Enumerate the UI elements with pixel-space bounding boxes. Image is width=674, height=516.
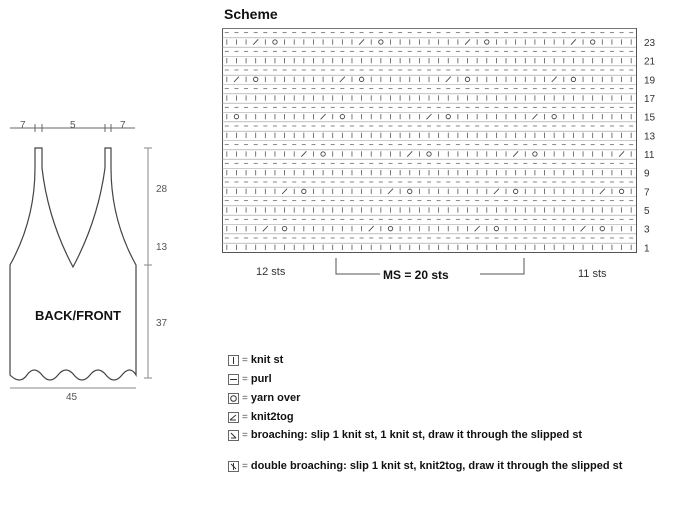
row-number: 13 (644, 131, 656, 143)
dim-top-right: 7 (120, 120, 126, 131)
legend-item-purl: = purl (228, 371, 272, 387)
row-number: 17 (644, 94, 656, 105)
legend-item-knit: = knit st (228, 352, 283, 368)
row-number: 15 (644, 112, 656, 124)
double-broaching-icon (228, 461, 239, 472)
legend-item-double-broaching: = double broaching: slip 1 knit st, knit2tog, draw it through the slipped st (228, 458, 622, 474)
garment-outline (10, 148, 136, 380)
ms-sts-label: MS = 20 sts (383, 268, 449, 282)
dim-height-mid: 13 (156, 242, 168, 253)
left-sts-label: 12 sts (256, 266, 286, 278)
row-number: 5 (644, 206, 650, 217)
row-number: 1 (644, 243, 650, 255)
dim-height-top: 28 (156, 184, 168, 195)
row-number: 21 (644, 56, 656, 68)
legend-text-broaching: broaching: slip 1 knit st, 1 knit st, draw it through the slipped st (250, 429, 583, 441)
dim-top-left: 7 (20, 120, 26, 131)
dim-width-bottom: 45 (66, 392, 78, 403)
k2tog-icon (228, 412, 239, 423)
legend-item-yarn-over: = yarn over (228, 390, 300, 406)
dim-top-mid: 5 (70, 120, 76, 131)
legend-text-purl: purl (250, 373, 272, 385)
legend-text-knit: knit st (250, 354, 284, 366)
legend-text-yarn-over: yarn over (250, 392, 301, 404)
legend-item-k2tog: = knit2tog (228, 409, 294, 425)
garment-schematic (0, 110, 200, 410)
chart-grid (222, 28, 656, 262)
legend-text-double-broaching: double broaching: slip 1 knit st, knit2tog, draw it through the slipped st (250, 460, 623, 472)
right-sts-label: 11 sts (578, 268, 607, 280)
row-number: 19 (644, 75, 656, 87)
row-number: 11 (644, 150, 655, 161)
broaching-icon (228, 430, 239, 441)
legend-text-k2tog: knit2tog (250, 411, 294, 423)
scheme-title: Scheme (224, 6, 278, 22)
dimension-right-line (144, 148, 152, 378)
row-number: 7 (644, 187, 650, 199)
row-number: 9 (644, 168, 650, 180)
legend-item-broaching: = broaching: slip 1 knit st, 1 knit st, draw it through the slipped st (228, 427, 582, 443)
yarn-over-icon (228, 393, 239, 404)
row-number: 23 (644, 38, 656, 49)
chart-grid-svg (222, 28, 662, 262)
row-number: 3 (644, 224, 650, 236)
back-front-title: BACK/FRONT (35, 308, 121, 323)
knit-icon (228, 355, 239, 366)
ms-bracket (330, 256, 530, 280)
dim-height-bottom: 37 (156, 318, 168, 329)
purl-icon (228, 374, 239, 385)
